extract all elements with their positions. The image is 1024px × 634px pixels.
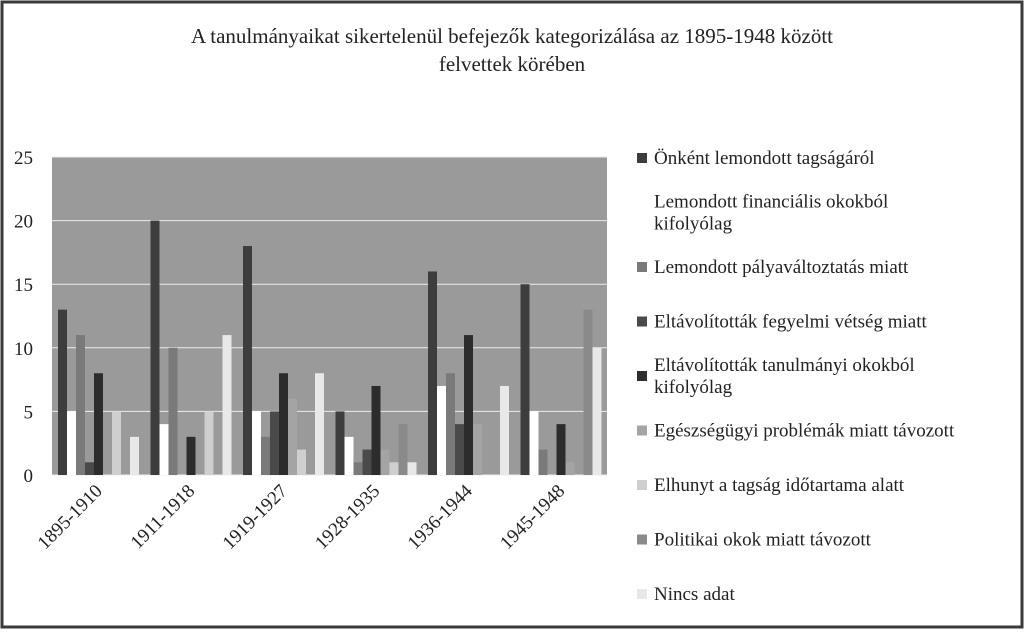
bar	[428, 271, 437, 475]
bar	[399, 424, 408, 475]
bar	[446, 373, 455, 475]
bar	[223, 335, 232, 475]
y-tick-label: 10	[14, 338, 33, 360]
legend-label: Lemondott pályaváltoztatás miatt	[654, 257, 909, 278]
legend-label: Nincs adat	[654, 584, 735, 605]
chart-title-line-2: felvettek körében	[438, 52, 586, 76]
bar	[437, 386, 446, 475]
legend-label: Elhunyt a tagság időtartama alatt	[654, 475, 905, 496]
legend-swatch	[637, 262, 647, 272]
y-tick-label: 20	[14, 211, 33, 233]
bar	[500, 386, 509, 475]
legend-swatch	[637, 371, 647, 381]
y-tick-label: 15	[14, 275, 33, 297]
x-tick-label: 1911-1918	[126, 480, 200, 554]
bar	[593, 348, 602, 475]
x-tick-label: 1945-1948	[496, 480, 570, 554]
bar	[372, 386, 381, 475]
legend-swatch	[637, 589, 647, 599]
x-tick-label: 1936-1944	[403, 480, 477, 554]
legend-item	[637, 530, 872, 551]
bar	[473, 424, 482, 475]
bar	[390, 462, 399, 475]
bar	[169, 348, 178, 475]
legend-label: kifolyólag	[654, 377, 733, 398]
bar	[288, 399, 297, 475]
bar	[205, 411, 214, 475]
bar	[345, 437, 354, 475]
legend-item	[637, 148, 875, 169]
legend-item	[637, 312, 928, 333]
legend-label: Lemondott financiális okokból	[654, 191, 889, 213]
bar	[261, 437, 270, 475]
legend-swatch	[637, 535, 647, 545]
bar	[336, 411, 345, 475]
bar	[297, 450, 306, 475]
legend-label: kifolyólag	[654, 213, 733, 235]
bar	[530, 411, 539, 475]
legend-swatch	[637, 153, 647, 163]
y-tick-label: 5	[23, 402, 33, 424]
legend-label: Egészségügyi problémák miatt távozott	[654, 420, 955, 442]
bar	[76, 335, 85, 475]
bar	[151, 221, 160, 475]
bar	[363, 450, 372, 475]
legend-item	[637, 421, 955, 442]
bar	[539, 450, 548, 475]
bar	[243, 246, 252, 475]
legend-swatch	[637, 426, 647, 436]
x-tick-label: 1895-1910	[33, 480, 107, 554]
legend-item	[637, 257, 909, 278]
bar	[94, 373, 103, 475]
bar	[58, 310, 67, 475]
chart-title-line-1: A tanulmányaikat sikertelenül befejezők kategorizálása az 1895-1948 között	[190, 24, 834, 48]
bar	[130, 437, 139, 475]
legend-item	[637, 475, 905, 496]
bar	[279, 373, 288, 475]
y-tick-label: 25	[14, 148, 33, 169]
x-tick-label: 1928-1935	[311, 480, 385, 554]
legend-swatch	[637, 208, 647, 218]
bar	[521, 284, 530, 475]
bar	[315, 373, 324, 475]
legend-label: Eltávolították tanulmányi okokból	[654, 355, 915, 376]
legend-swatch	[637, 480, 647, 490]
x-tick-label: 1919-1927	[218, 480, 292, 554]
legend-label: Eltávolították fegyelmi vétség miatt	[654, 311, 927, 333]
bar	[67, 411, 76, 475]
bar	[187, 437, 196, 475]
bar	[354, 462, 363, 475]
bar	[557, 424, 566, 475]
bar	[584, 310, 593, 475]
bar	[381, 450, 390, 475]
bar	[455, 424, 464, 475]
bar	[85, 462, 94, 475]
bar	[160, 424, 169, 475]
bar	[408, 462, 417, 475]
legend-label: Önként lemondott tagságáról	[654, 148, 875, 169]
bar	[566, 462, 575, 475]
legend-label: Politikai okok miatt távozott	[654, 529, 871, 551]
bar	[112, 411, 121, 475]
bar	[252, 411, 261, 475]
bar	[270, 411, 279, 475]
legend-swatch	[637, 317, 647, 327]
bar	[464, 335, 473, 475]
y-tick-label: 0	[23, 466, 33, 487]
